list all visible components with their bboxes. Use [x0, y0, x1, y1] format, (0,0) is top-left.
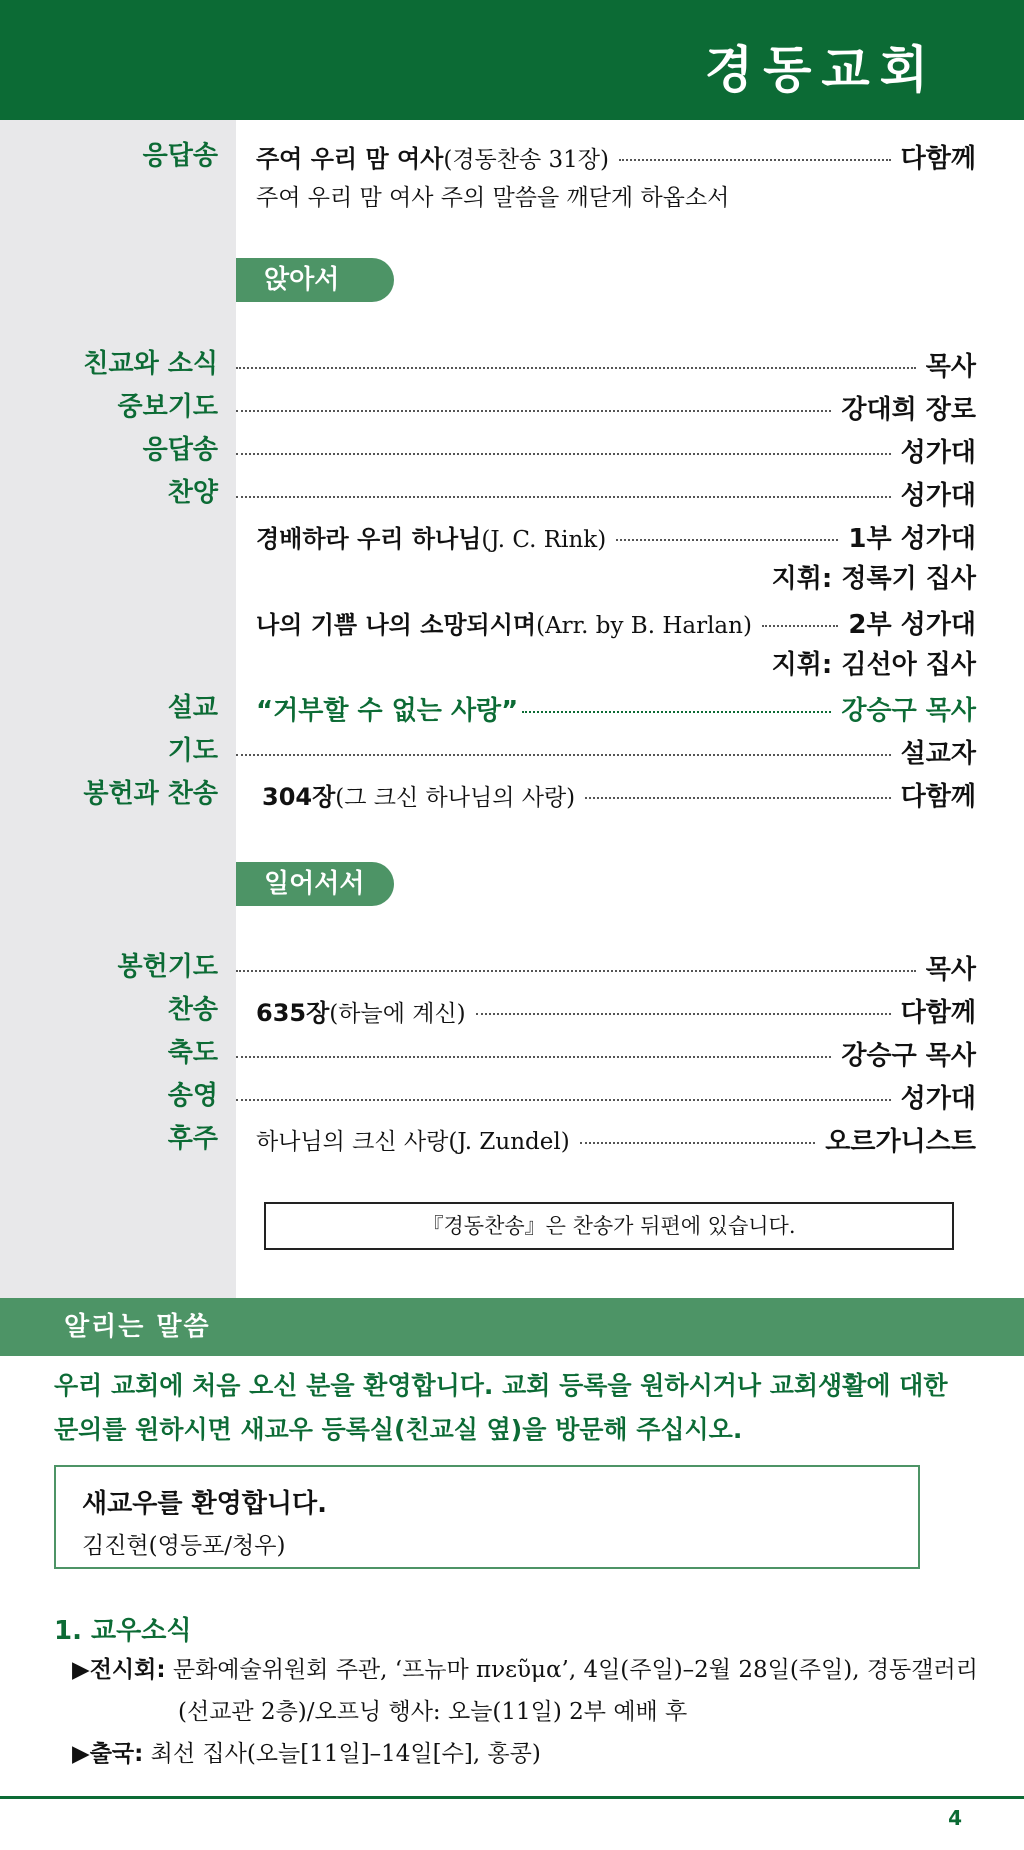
order-label: 설교	[167, 693, 218, 723]
response-lyrics-row	[0, 178, 1024, 218]
dot-leader	[236, 1056, 831, 1058]
hymn-title: (하늘에 계신)	[329, 1000, 466, 1027]
anthem-first-conductor	[0, 559, 1024, 599]
news-label: ▶전시회:	[72, 1657, 166, 1683]
performer: 1부 성가대	[848, 523, 976, 554]
section-seated: 앉아서	[236, 258, 394, 302]
order-label: 찬송	[167, 995, 218, 1025]
order-label: 축도	[167, 1038, 218, 1068]
news-departure	[72, 1734, 541, 1774]
conductor: 지휘: 김선아 집사	[771, 650, 976, 680]
anthem-title: 나의 기쁨 나의 소망되시며	[256, 610, 537, 639]
order-item-fellowship	[0, 344, 1024, 384]
order-item-intercession	[0, 387, 1024, 427]
news-label: ▶출국:	[72, 1741, 144, 1767]
order-item-response	[0, 430, 1024, 470]
performer: 2부 성가대	[848, 609, 976, 640]
section-standing: 일어서서	[236, 862, 394, 906]
anthem-second-conductor	[0, 645, 1024, 685]
welcome-line: 문의를 원하시면 새교우 등록실(친교실 옆)을 방문해 주십시오.	[54, 1415, 743, 1444]
dot-leader	[522, 711, 831, 713]
performer: 강대희 장로	[841, 394, 976, 425]
order-label: 기도	[167, 736, 218, 766]
dot-leader	[236, 970, 916, 972]
hymn-title: (그 크신 하나님의 사랑)	[335, 784, 576, 811]
order-label: 응답송	[142, 141, 218, 171]
anthem-composer: (J. C. Rink)	[481, 526, 607, 553]
performer: 목사	[925, 954, 976, 985]
performer: 오르가니스트	[825, 1126, 976, 1157]
announcements-title: 알리는 말씀	[64, 1312, 211, 1342]
dot-leader	[236, 367, 916, 369]
dot-leader	[476, 1013, 891, 1015]
news-text: 문화예술위원회 주관, ‘프뉴마 πνεῦμα’, 4일(주일)–2월 28일(주일), 경동갤러리	[172, 1657, 978, 1683]
order-item-doxology	[0, 1076, 1024, 1116]
anthem-title: 경배하라 우리 하나님	[256, 524, 482, 553]
order-item-response-hymn	[0, 136, 1024, 176]
order-item-offering-hymn	[0, 774, 1024, 814]
church-name: 경동교회	[704, 41, 938, 99]
welcome-message	[54, 1364, 974, 1452]
performer: 다함께	[900, 997, 976, 1028]
newcomer-names: 김진현(영등포/청우)	[82, 1533, 286, 1559]
anthem-composer: (Arr. by B. Harlan)	[536, 612, 752, 639]
performer: 다함께	[900, 143, 976, 174]
dot-leader	[580, 1142, 816, 1144]
dot-leader	[585, 797, 891, 799]
order-label: 친교와 소식	[83, 349, 218, 379]
order-item-hymn	[0, 990, 1024, 1030]
hymn-number: 635장	[256, 998, 330, 1027]
hymnal-note: 『경동찬송』은 찬송가 뒤편에 있습니다.	[264, 1202, 954, 1250]
dot-leader	[619, 159, 891, 161]
page-number: 4	[948, 1806, 962, 1830]
dot-leader	[236, 410, 831, 412]
order-label: 응답송	[142, 435, 218, 465]
hymn-number: 304장	[262, 782, 336, 811]
newcomer-title: 새교우를 환영합니다.	[82, 1489, 327, 1519]
dot-leader	[236, 754, 891, 756]
page-header	[0, 0, 1024, 120]
performer: 설교자	[900, 738, 976, 769]
order-label: 중보기도	[117, 392, 218, 422]
performer: 성가대	[900, 480, 976, 511]
dot-leader	[762, 625, 838, 627]
dot-leader	[616, 539, 838, 541]
response-lyrics: 주여 우리 맘 여사 주의 말씀을 깨닫게 하옵소서	[256, 185, 730, 211]
order-item-offering-prayer	[0, 947, 1024, 987]
footer-rule	[0, 1796, 1024, 1799]
performer: 성가대	[900, 1083, 976, 1114]
dot-leader	[236, 453, 891, 455]
preacher: 강승구 목사	[841, 695, 976, 726]
hymn-title: 주여 우리 맘 여사	[256, 144, 444, 173]
announcements-header	[0, 1298, 1024, 1356]
performer: 성가대	[900, 437, 976, 468]
order-label: 봉헌과 찬송	[83, 779, 218, 809]
order-label: 송영	[167, 1081, 218, 1111]
postlude-title: 하나님의 크신 사랑(J. Zundel)	[256, 1128, 570, 1155]
dot-leader	[236, 1099, 891, 1101]
dot-leader	[236, 496, 891, 498]
performer: 다함께	[900, 781, 976, 812]
news-exhibit	[72, 1650, 978, 1690]
order-item-anthem	[0, 473, 1024, 513]
hymn-source: (경동찬송 31장)	[443, 146, 609, 173]
order-label: 봉헌기도	[117, 952, 218, 982]
anthem-second-service	[0, 602, 1024, 642]
performer: 목사	[925, 351, 976, 382]
order-label: 후주	[167, 1124, 218, 1154]
conductor: 지휘: 정록기 집사	[771, 564, 976, 594]
welcome-line: 우리 교회에 처음 오신 분을 환영합니다. 교회 등록을 원하시거나 교회생활에 대한	[54, 1371, 948, 1400]
performer: 강승구 목사	[841, 1040, 976, 1071]
order-label: 찬양	[167, 478, 218, 508]
order-item-benediction	[0, 1033, 1024, 1073]
order-item-prayer	[0, 731, 1024, 771]
order-item-sermon	[0, 688, 1024, 728]
newcomer-box	[54, 1465, 920, 1569]
news-text: 최선 집사(오늘[11일]–14일[수], 홍콩)	[150, 1741, 541, 1767]
section-heading: 1. 교우소식	[54, 1616, 192, 1646]
news-exhibit-continued: (선교관 2층)/오프닝 행사: 오늘(11일) 2부 예배 후	[178, 1699, 688, 1725]
order-item-postlude	[0, 1119, 1024, 1159]
anthem-first-service	[0, 516, 1024, 556]
sermon-title: “거부할 수 없는 사랑”	[256, 695, 519, 726]
